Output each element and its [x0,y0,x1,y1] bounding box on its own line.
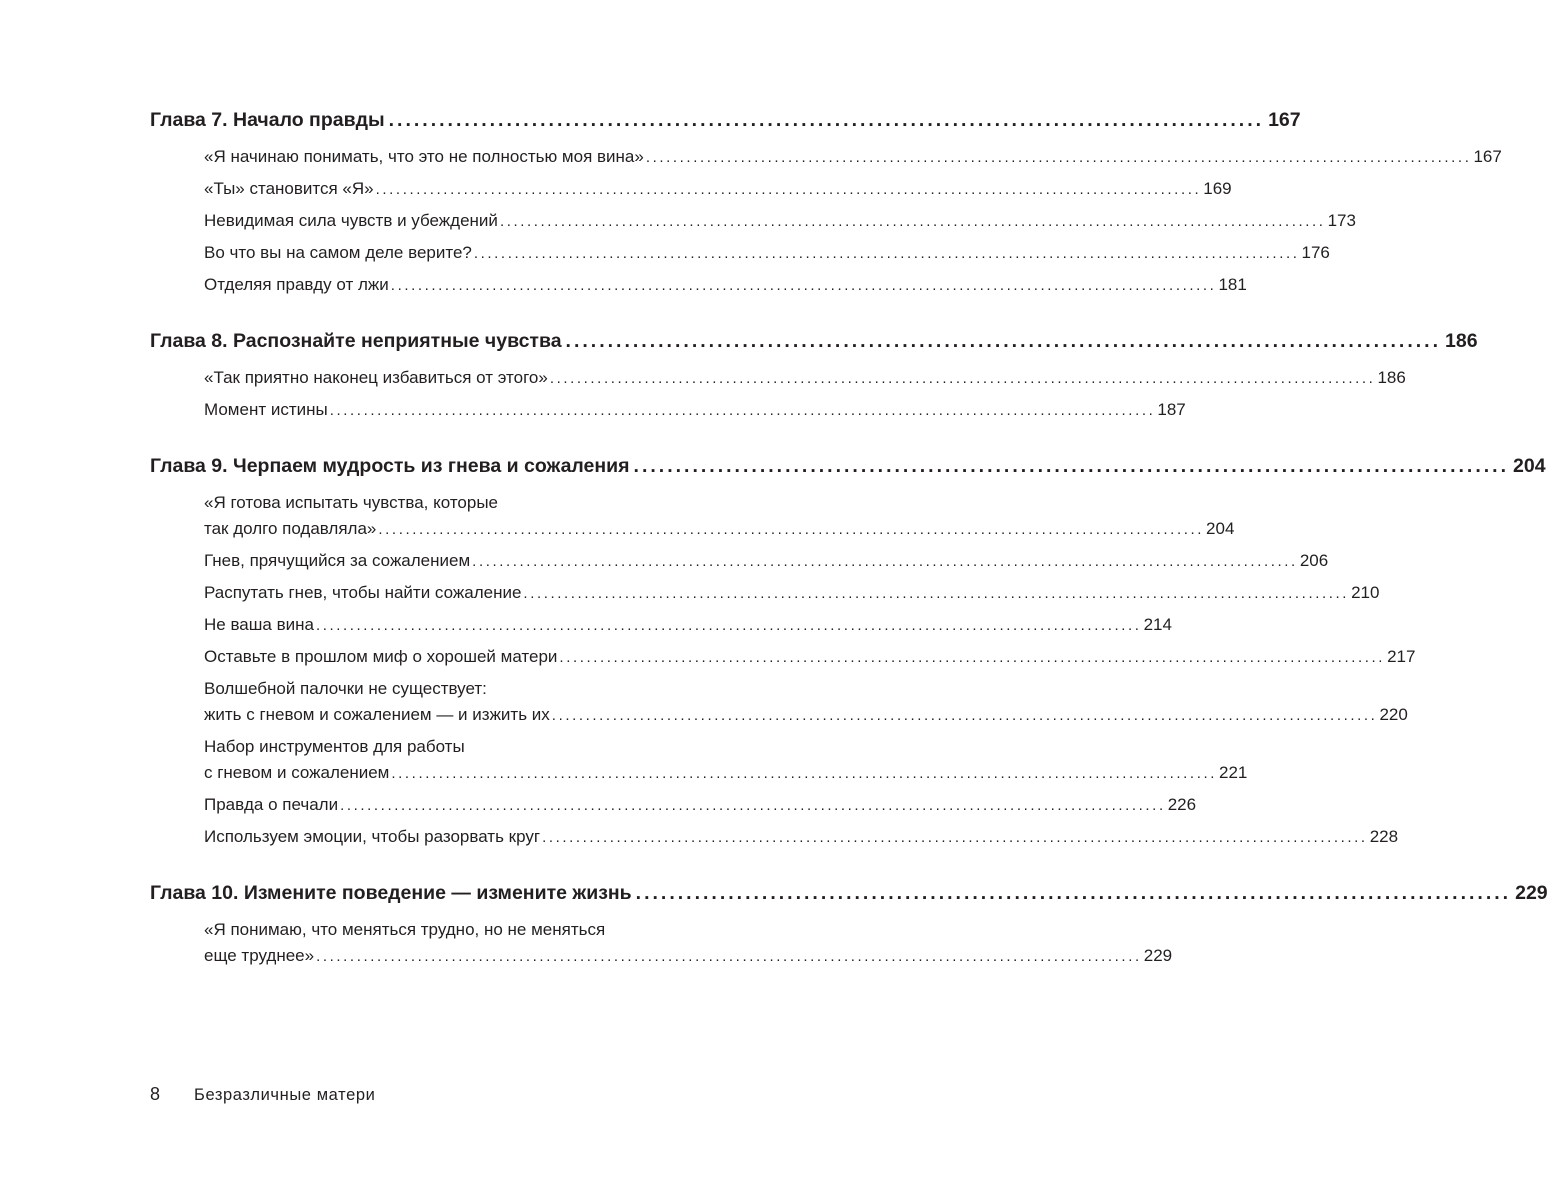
entry-title: Используем эмоции, чтобы разорвать круг [204,827,541,846]
entry-page-number: 226 [1167,795,1197,814]
toc-entry [204,397,1186,424]
toc-entry [204,490,1235,543]
table-of-contents [150,100,1548,1000]
entry-page-number: 206 [1299,551,1329,570]
toc-entry [204,612,1172,639]
leader-dots: .......................................................................................................................... [316,948,1142,965]
chapter-title: Глава 8. Распознайте неприятные чувства [150,330,562,352]
toc-entry [204,176,1232,203]
chapter-title: Глава 7. Начало правды [150,109,385,131]
leader-dots: .......................................................................................................................... [551,707,1378,724]
chapter-7 [150,108,1502,299]
chapter-page-number: 167 [1268,109,1301,131]
toc-entry [204,144,1502,171]
entry-page-number: 204 [1206,519,1235,538]
leader-dots: .......................................................................................................................... [375,181,1202,198]
entry-title: «Ты» становится «Я» [204,179,374,198]
leader-dots: .......................................................................................................................... [390,277,1217,294]
entry-title-line: Волшебной палочки не существует: [204,679,487,698]
chapter-entries [204,365,1406,424]
chapter-10 [150,881,1548,970]
entry-title: «Так приятно наконец избавиться от этого» [204,368,548,387]
leader-dots: ........................................................................................................ [633,455,1509,477]
running-title: Безразличные матери [194,1086,376,1104]
leader-dots: .......................................................................................................................... [472,553,1298,570]
entry-page-number: 187 [1157,400,1186,419]
entry-title: еще труднее» [204,946,315,965]
leader-dots: .......................................................................................................................... [549,370,1376,387]
toc-entry [204,548,1329,575]
entry-title-line: «Я понимаю, что меняться трудно, но не меняться [204,920,606,939]
entry-title: Гнев, прячущийся за сожалением [204,551,471,570]
chapter-page-number: 229 [1515,882,1548,904]
entry-title: жить с гневом и сожалением — и изжить их [204,705,550,724]
leader-dots: ........................................................................................................ [635,882,1512,904]
chapter-page-number: 186 [1445,330,1478,352]
toc-entry [204,676,1408,729]
page-footer [150,1083,375,1106]
leader-dots: .......................................................................................................................... [329,402,1156,419]
leader-dots: .......................................................................................................................... [315,617,1142,634]
leader-dots: .......................................................................................................................... [499,213,1326,230]
chapter-page-number: 204 [1513,455,1546,477]
entry-page-number: 229 [1143,946,1173,965]
toc-entry [204,734,1248,787]
entry-page-number: 217 [1387,647,1416,666]
entry-title-line: «Я готова испытать чувства, которые [204,493,499,512]
footer-page-number: 8 [150,1084,161,1104]
chapter-8 [150,329,1478,424]
leader-dots: .......................................................................................................................... [542,829,1368,846]
toc-entry [204,272,1247,299]
entry-page-number: 167 [1473,147,1502,166]
entry-page-number: 173 [1327,211,1356,230]
entry-title-line: Набор инструментов для работы [204,737,465,756]
chapter-heading [150,881,1548,905]
chapter-heading [150,108,1301,132]
entry-title: Не ваша вина [204,615,314,634]
entry-page-number: 169 [1203,179,1232,198]
entry-title: Во что вы на самом деле верите? [204,243,472,262]
leader-dots: .......................................................................................................................... [391,765,1218,782]
entry-page-number: 228 [1369,827,1399,846]
chapter-title: Глава 10. Измените поведение — измените жизнь [150,882,632,904]
toc-entry [204,644,1416,671]
leader-dots: .......................................................................................................................... [559,649,1386,666]
toc-entry [204,792,1197,819]
entry-page-number: 214 [1143,615,1172,634]
toc-entry [204,824,1399,851]
leader-dots: .......................................................................................................................... [340,797,1166,814]
entry-title: Оставьте в прошлом миф о хорошей матери [204,647,558,666]
toc-entry [204,365,1406,392]
chapter-heading [150,454,1546,478]
toc-entry [204,240,1330,267]
leader-dots: .......................................................................................................................... [378,521,1205,538]
entry-page-number: 181 [1218,275,1247,294]
entry-title: так долго подавляла» [204,519,377,538]
chapter-entries [204,144,1502,299]
chapter-entries [204,490,1416,851]
chapter-heading [150,329,1478,353]
entry-title: Отделяя правду от лжи [204,275,389,294]
toc-entry [204,580,1380,607]
entry-title: «Я начинаю понимать, что это не полностью моя вина» [204,147,644,166]
leader-dots: .......................................................................................................................... [645,149,1472,166]
leader-dots: .......................................................................................................................... [523,585,1350,602]
entry-title: Момент истины [204,400,328,419]
entry-page-number: 176 [1301,243,1330,262]
entry-title: Распутать гнев, чтобы найти сожаление [204,583,522,602]
entry-page-number: 221 [1219,763,1248,782]
leader-dots: ........................................................................................................ [388,109,1265,131]
toc-entry [204,917,1173,970]
chapter-title: Глава 9. Черпаем мудрость из гнева и сожаления [150,455,630,477]
entry-title: Невидимая сила чувств и убеждений [204,211,498,230]
chapter-9 [150,454,1546,851]
entry-page-number: 186 [1377,368,1406,387]
leader-dots: .......................................................................................................................... [473,245,1300,262]
entry-page-number: 210 [1351,583,1380,602]
chapter-entries [204,917,1173,970]
entry-page-number: 220 [1379,705,1408,724]
toc-entry [204,208,1356,235]
entry-title: с гневом и сожалением [204,763,390,782]
leader-dots: ........................................................................................................ [565,330,1441,352]
entry-title: Правда о печали [204,795,339,814]
